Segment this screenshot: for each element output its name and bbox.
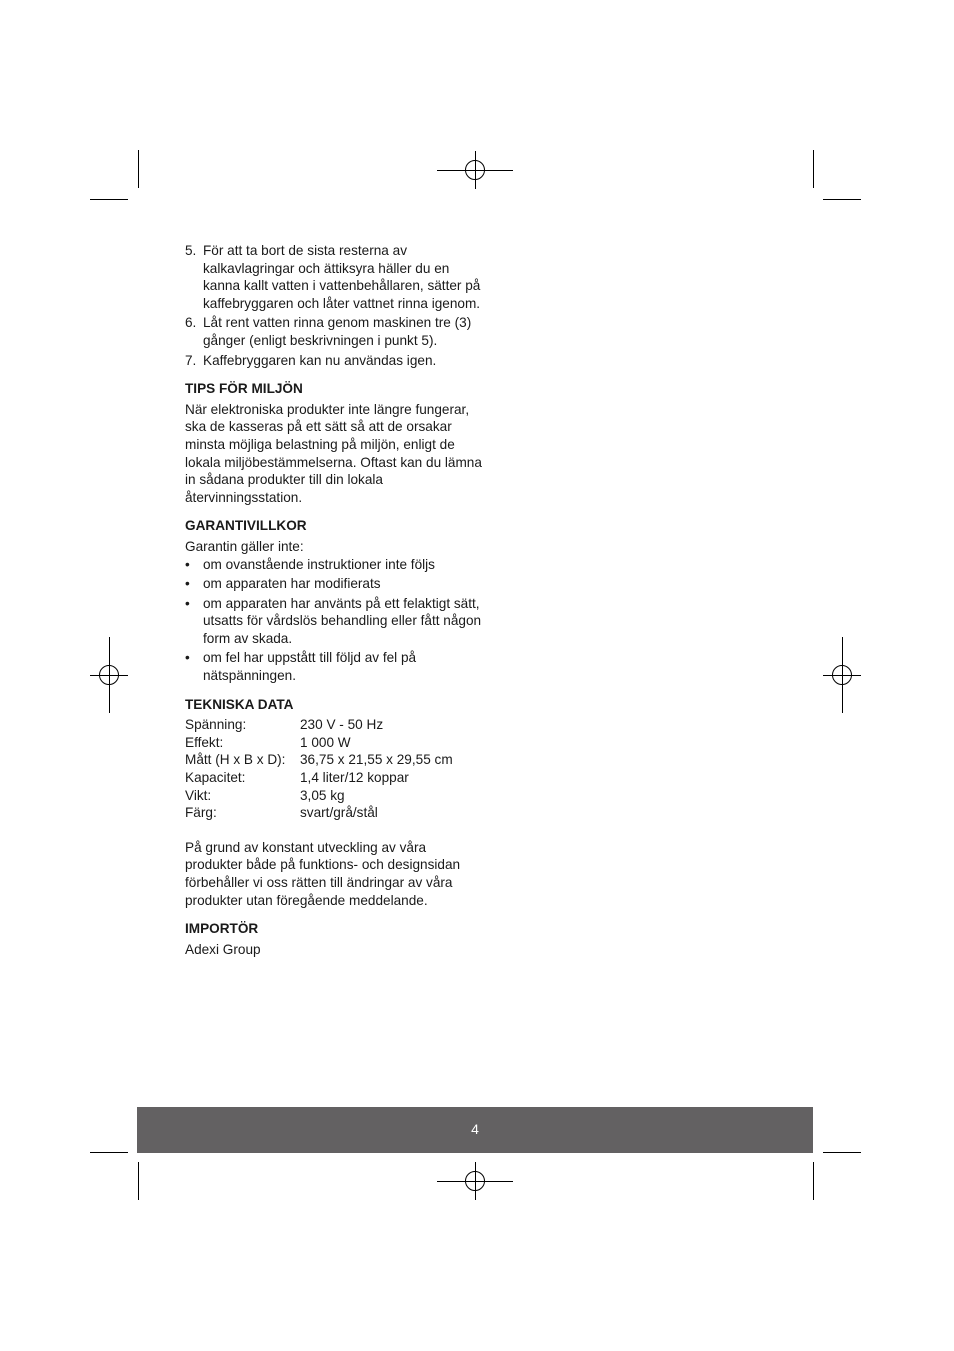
- list-item: • om ovanstående instruktioner inte följs: [185, 556, 435, 572]
- disclaimer-paragraph: På grund av konstant utveckling av våra produkter både på funktions- och designsidan förbehåller vi oss rätten till ändringar av våra produkter utan föregående meddelande.: [185, 839, 461, 908]
- crop-mark: [813, 1162, 814, 1200]
- list-item: • om apparaten har använts på ett felaktigt sätt, utsatts för vårdslös behandling eller fått någon form av skada.: [185, 595, 482, 646]
- importer-name: Adexi Group: [185, 941, 261, 957]
- env-paragraph: När elektroniska produkter inte längre fungerar, ska de kasseras på ett sätt så att de orsakar minsta möjliga belastning på miljön, enligt de lokala miljöbestämmelserna. Oftast kan du lämna in sådana produkter till din lokala återvinningsstation.: [185, 401, 482, 505]
- numbered-steps: [185, 242, 485, 369]
- step-text: För att ta bort de sista resterna av kalkavlagringar och ättiksyra häller du en kanna kallt vatten i vattenbehållaren, sätter på kaffebryggaren och låter vattnet rinna igenom.: [203, 243, 481, 311]
- section-heading-warranty: GARANTIVILLKOR: [185, 518, 307, 534]
- crop-mark: [823, 199, 861, 200]
- list-item: • om fel har uppstått till följd av fel på nätspänningen.: [185, 650, 417, 684]
- section-heading-env: TIPS FÖR MILJÖN: [185, 381, 303, 397]
- list-item: • om apparaten har modifierats: [185, 576, 381, 592]
- footer-bar: [137, 1107, 813, 1153]
- table-row: Vikt: 3,05 kg: [185, 787, 345, 803]
- crop-mark: [138, 150, 139, 188]
- section-heading-importer: IMPORTÖR: [185, 921, 259, 937]
- list-item: [185, 242, 485, 312]
- page-number: 4: [471, 1121, 479, 1137]
- list-item: [185, 352, 485, 370]
- step-number: 7.: [185, 352, 197, 368]
- step-number: 5.: [185, 243, 197, 258]
- table-row: Färg: svart/grå/stål: [185, 805, 378, 821]
- table-row: Spänning: 230 V - 50 Hz: [185, 717, 384, 733]
- crop-mark: [138, 1162, 139, 1200]
- section-heading-tech: TEKNISKA DATA: [185, 696, 294, 712]
- crop-mark: [90, 1152, 128, 1153]
- warranty-intro: Garantin gäller inte:: [185, 538, 304, 554]
- text-column: [185, 242, 485, 958]
- table-row: Mått (H x B x D): 36,75 x 21,55 x 29,55 cm: [185, 752, 453, 768]
- step-number: 6.: [185, 315, 197, 331]
- step-text: Kaffebryggaren kan nu användas igen.: [203, 352, 437, 368]
- crop-mark: [813, 150, 814, 188]
- table-row: Kapacitet: 1,4 liter/12 koppar: [185, 770, 409, 786]
- list-item: [185, 314, 485, 349]
- warranty-list: [185, 556, 485, 685]
- tech-spec-table: [185, 716, 453, 822]
- crop-mark: [90, 199, 128, 200]
- crop-mark: [823, 1152, 861, 1153]
- table-row: Effekt: 1 000 W: [185, 734, 351, 750]
- step-text: Låt rent vatten rinna genom maskinen tre (3) gånger (enligt beskrivningen i punkt 5).: [203, 315, 472, 348]
